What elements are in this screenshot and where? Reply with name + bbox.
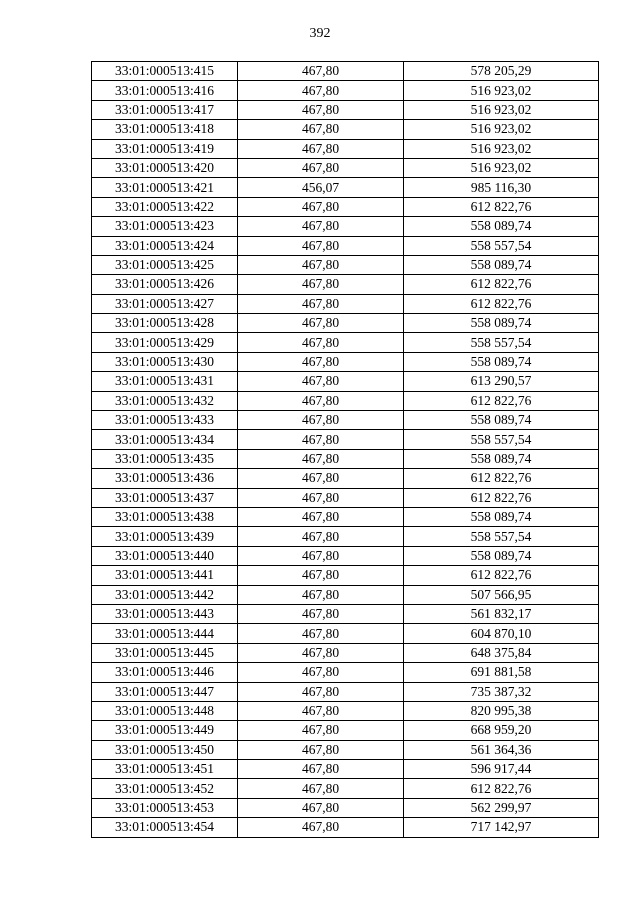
cadastral-number-cell: 33:01:000513:430	[92, 352, 238, 371]
area-cell: 467,80	[238, 100, 404, 119]
value-cell: 985 116,30	[404, 178, 599, 197]
area-cell: 467,80	[238, 740, 404, 759]
area-cell: 467,80	[238, 255, 404, 274]
value-cell: 648 375,84	[404, 643, 599, 662]
area-cell: 467,80	[238, 798, 404, 817]
table-row	[92, 314, 599, 333]
area-cell: 467,80	[238, 624, 404, 643]
table-row	[92, 255, 599, 274]
cadastral-number-cell: 33:01:000513:443	[92, 604, 238, 623]
area-cell: 467,80	[238, 721, 404, 740]
cadastral-number-cell: 33:01:000513:433	[92, 411, 238, 430]
area-cell: 467,80	[238, 643, 404, 662]
table-row	[92, 507, 599, 526]
area-cell: 467,80	[238, 372, 404, 391]
value-cell: 516 923,02	[404, 120, 599, 139]
table-row	[92, 178, 599, 197]
area-cell: 467,80	[238, 430, 404, 449]
cadastral-number-cell: 33:01:000513:437	[92, 488, 238, 507]
cadastral-number-cell: 33:01:000513:438	[92, 507, 238, 526]
cadastral-number-cell: 33:01:000513:417	[92, 100, 238, 119]
value-cell: 612 822,76	[404, 488, 599, 507]
value-cell: 558 557,54	[404, 527, 599, 546]
cadastral-number-cell: 33:01:000513:447	[92, 682, 238, 701]
area-cell: 467,80	[238, 779, 404, 798]
table-row	[92, 139, 599, 158]
area-cell: 467,80	[238, 527, 404, 546]
area-cell: 467,80	[238, 294, 404, 313]
cadastral-number-cell: 33:01:000513:421	[92, 178, 238, 197]
cadastral-number-cell: 33:01:000513:424	[92, 236, 238, 255]
value-cell: 612 822,76	[404, 275, 599, 294]
cadastral-number-cell: 33:01:000513:427	[92, 294, 238, 313]
cadastral-number-cell: 33:01:000513:422	[92, 197, 238, 216]
cadastral-number-cell: 33:01:000513:439	[92, 527, 238, 546]
table-row	[92, 62, 599, 81]
area-cell: 467,80	[238, 566, 404, 585]
value-cell: 612 822,76	[404, 469, 599, 488]
cadastral-number-cell: 33:01:000513:440	[92, 546, 238, 565]
table-row	[92, 158, 599, 177]
area-cell: 467,80	[238, 604, 404, 623]
table-row	[92, 236, 599, 255]
area-cell: 467,80	[238, 139, 404, 158]
cadastral-number-cell: 33:01:000513:452	[92, 779, 238, 798]
table-row	[92, 701, 599, 720]
cadastral-table	[91, 61, 599, 838]
table-row	[92, 217, 599, 236]
value-cell: 578 205,29	[404, 62, 599, 81]
value-cell: 735 387,32	[404, 682, 599, 701]
table-row	[92, 120, 599, 139]
table-row	[92, 566, 599, 585]
value-cell: 820 995,38	[404, 701, 599, 720]
table-row	[92, 391, 599, 410]
area-cell: 467,80	[238, 333, 404, 352]
table-row	[92, 81, 599, 100]
cadastral-number-cell: 33:01:000513:426	[92, 275, 238, 294]
value-cell: 558 557,54	[404, 333, 599, 352]
cadastral-number-cell: 33:01:000513:449	[92, 721, 238, 740]
area-cell: 467,80	[238, 236, 404, 255]
cadastral-number-cell: 33:01:000513:431	[92, 372, 238, 391]
cadastral-number-cell: 33:01:000513:416	[92, 81, 238, 100]
cadastral-number-cell: 33:01:000513:446	[92, 663, 238, 682]
cadastral-number-cell: 33:01:000513:420	[92, 158, 238, 177]
area-cell: 467,80	[238, 217, 404, 236]
value-cell: 717 142,97	[404, 818, 599, 837]
table-row	[92, 779, 599, 798]
table-row	[92, 333, 599, 352]
value-cell: 516 923,02	[404, 139, 599, 158]
value-cell: 558 089,74	[404, 352, 599, 371]
table-row	[92, 682, 599, 701]
table-row	[92, 352, 599, 371]
area-cell: 467,80	[238, 585, 404, 604]
table-row	[92, 275, 599, 294]
value-cell: 558 089,74	[404, 507, 599, 526]
table-row	[92, 798, 599, 817]
table-row	[92, 546, 599, 565]
table-row	[92, 488, 599, 507]
value-cell: 561 832,17	[404, 604, 599, 623]
cadastral-number-cell: 33:01:000513:435	[92, 449, 238, 468]
cadastral-number-cell: 33:01:000513:418	[92, 120, 238, 139]
area-cell: 467,80	[238, 158, 404, 177]
cadastral-number-cell: 33:01:000513:434	[92, 430, 238, 449]
table-row	[92, 100, 599, 119]
area-cell: 467,80	[238, 760, 404, 779]
value-cell: 561 364,36	[404, 740, 599, 759]
area-cell: 467,80	[238, 818, 404, 837]
table-row	[92, 469, 599, 488]
value-cell: 516 923,02	[404, 100, 599, 119]
table-row	[92, 760, 599, 779]
cadastral-number-cell: 33:01:000513:425	[92, 255, 238, 274]
area-cell: 456,07	[238, 178, 404, 197]
value-cell: 613 290,57	[404, 372, 599, 391]
table-row	[92, 740, 599, 759]
cadastral-number-cell: 33:01:000513:451	[92, 760, 238, 779]
value-cell: 558 089,74	[404, 217, 599, 236]
value-cell: 668 959,20	[404, 721, 599, 740]
table-row	[92, 449, 599, 468]
value-cell: 516 923,02	[404, 158, 599, 177]
value-cell: 612 822,76	[404, 294, 599, 313]
page-number: 392	[309, 26, 331, 41]
area-cell: 467,80	[238, 546, 404, 565]
table-row	[92, 663, 599, 682]
table-row	[92, 818, 599, 837]
value-cell: 558 557,54	[404, 236, 599, 255]
table-row	[92, 411, 599, 430]
table-row	[92, 294, 599, 313]
table-row	[92, 624, 599, 643]
value-cell: 596 917,44	[404, 760, 599, 779]
value-cell: 558 089,74	[404, 411, 599, 430]
cadastral-number-cell: 33:01:000513:428	[92, 314, 238, 333]
area-cell: 467,80	[238, 701, 404, 720]
value-cell: 612 822,76	[404, 197, 599, 216]
value-cell: 558 557,54	[404, 430, 599, 449]
table-row	[92, 197, 599, 216]
table-row	[92, 604, 599, 623]
table-row	[92, 430, 599, 449]
table-row	[92, 527, 599, 546]
area-cell: 467,80	[238, 469, 404, 488]
value-cell: 562 299,97	[404, 798, 599, 817]
area-cell: 467,80	[238, 120, 404, 139]
area-cell: 467,80	[238, 663, 404, 682]
area-cell: 467,80	[238, 275, 404, 294]
table-row	[92, 372, 599, 391]
cadastral-number-cell: 33:01:000513:444	[92, 624, 238, 643]
area-cell: 467,80	[238, 507, 404, 526]
value-cell: 612 822,76	[404, 566, 599, 585]
cadastral-number-cell: 33:01:000513:454	[92, 818, 238, 837]
value-cell: 612 822,76	[404, 391, 599, 410]
table-row	[92, 643, 599, 662]
cadastral-number-cell: 33:01:000513:450	[92, 740, 238, 759]
value-cell: 558 089,74	[404, 546, 599, 565]
area-cell: 467,80	[238, 197, 404, 216]
cadastral-number-cell: 33:01:000513:429	[92, 333, 238, 352]
value-cell: 558 089,74	[404, 314, 599, 333]
area-cell: 467,80	[238, 449, 404, 468]
value-cell: 604 870,10	[404, 624, 599, 643]
area-cell: 467,80	[238, 314, 404, 333]
cadastral-number-cell: 33:01:000513:423	[92, 217, 238, 236]
cadastral-number-cell: 33:01:000513:453	[92, 798, 238, 817]
cadastral-number-cell: 33:01:000513:448	[92, 701, 238, 720]
value-cell: 558 089,74	[404, 449, 599, 468]
value-cell: 691 881,58	[404, 663, 599, 682]
value-cell: 516 923,02	[404, 81, 599, 100]
area-cell: 467,80	[238, 411, 404, 430]
cadastral-number-cell: 33:01:000513:445	[92, 643, 238, 662]
table-row	[92, 721, 599, 740]
cadastral-number-cell: 33:01:000513:419	[92, 139, 238, 158]
area-cell: 467,80	[238, 352, 404, 371]
value-cell: 558 089,74	[404, 255, 599, 274]
area-cell: 467,80	[238, 488, 404, 507]
area-cell: 467,80	[238, 682, 404, 701]
table-row	[92, 585, 599, 604]
cadastral-number-cell: 33:01:000513:441	[92, 566, 238, 585]
area-cell: 467,80	[238, 62, 404, 81]
area-cell: 467,80	[238, 81, 404, 100]
area-cell: 467,80	[238, 391, 404, 410]
table-body	[92, 62, 599, 838]
value-cell: 507 566,95	[404, 585, 599, 604]
cadastral-number-cell: 33:01:000513:436	[92, 469, 238, 488]
value-cell: 612 822,76	[404, 779, 599, 798]
cadastral-number-cell: 33:01:000513:442	[92, 585, 238, 604]
cadastral-number-cell: 33:01:000513:432	[92, 391, 238, 410]
cadastral-number-cell: 33:01:000513:415	[92, 62, 238, 81]
